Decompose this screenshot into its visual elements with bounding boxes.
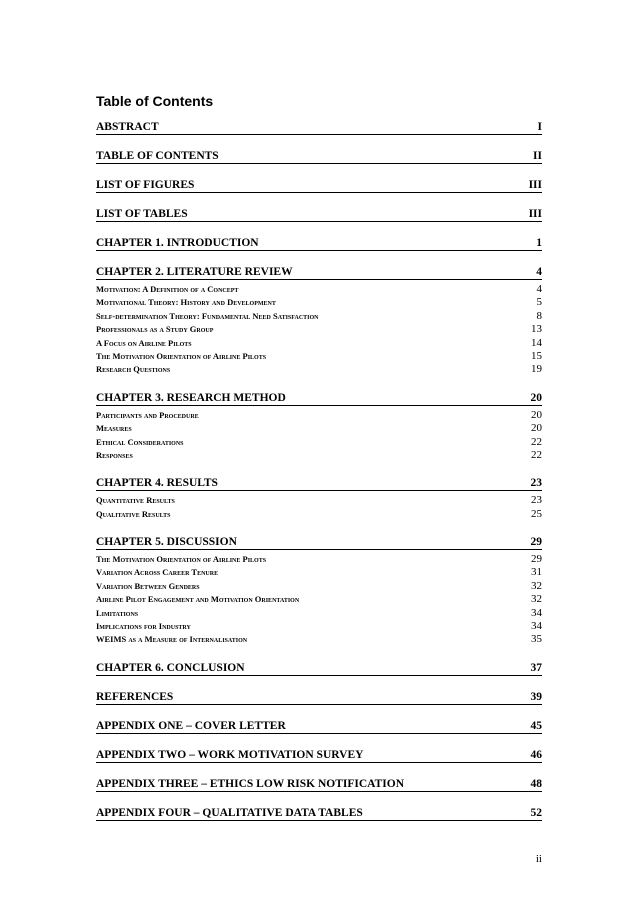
- toc-entry-title: LIST OF TABLES: [96, 208, 188, 220]
- toc-entry-title: ABSTRACT: [96, 121, 159, 133]
- toc-entry[interactable]: [96, 118, 542, 135]
- toc-subentry[interactable]: [96, 296, 542, 309]
- toc-entry[interactable]: [96, 389, 542, 406]
- toc-entry-page: 46: [530, 748, 542, 761]
- toc-entry-title: LIST OF FIGURES: [96, 179, 195, 191]
- toc-entry-page: 23: [530, 477, 542, 490]
- toc-entry[interactable]: [96, 234, 542, 251]
- toc-entry-page: 52: [530, 806, 542, 819]
- toc-entry-title: Qualitative Results: [96, 508, 171, 519]
- toc-subentry[interactable]: [96, 633, 542, 646]
- toc-subentry[interactable]: [96, 409, 542, 422]
- toc-entry[interactable]: [96, 659, 542, 676]
- toc-entry-page: 25: [531, 507, 542, 520]
- toc-entry-title: The Motivation Orientation of Airline Pilots: [96, 554, 267, 565]
- toc-entry-page: 13: [531, 323, 542, 336]
- toc-entry-page: 48: [530, 777, 542, 790]
- toc-subentry[interactable]: [96, 436, 542, 449]
- toc-entry-title: TABLE OF CONTENTS: [96, 150, 219, 162]
- toc-entry-title: A Focus on Airline Pilots: [96, 337, 192, 348]
- toc-entry-page: 45: [530, 719, 542, 732]
- toc-entry-page: 15: [531, 349, 542, 362]
- toc-entry-page: 20: [531, 408, 542, 421]
- toc-entry-title: APPENDIX ONE – COVER LETTER: [96, 719, 286, 732]
- toc-entry-page: I: [537, 121, 542, 133]
- toc-list: [96, 118, 542, 833]
- toc-entry-title: Limitations: [96, 607, 139, 618]
- toc-entry-page: 20: [530, 391, 542, 404]
- toc-subentry[interactable]: [96, 283, 542, 296]
- toc-subentry[interactable]: [96, 494, 542, 507]
- toc-entry-title: CHAPTER 6. CONCLUSION: [96, 661, 245, 674]
- toc-entry[interactable]: [96, 147, 542, 164]
- toc-entry-title: CHAPTER 4. RESULTS: [96, 477, 218, 490]
- toc-entry-page: II: [533, 150, 542, 162]
- toc-entry-page: 34: [531, 606, 542, 619]
- toc-entry-title: Responses: [96, 449, 133, 460]
- toc-entry-page: 29: [531, 553, 542, 566]
- toc-entry-title: Measures: [96, 423, 132, 434]
- toc-entry-page: 4: [536, 266, 542, 278]
- toc-subentry[interactable]: [96, 363, 542, 376]
- toc-subentry[interactable]: [96, 566, 542, 579]
- toc-entry-title: Participants and Procedure: [96, 409, 199, 420]
- toc-entry[interactable]: [96, 775, 542, 792]
- toc-entry-page: 4: [536, 282, 542, 295]
- toc-subentry[interactable]: [96, 553, 542, 566]
- toc-entry-page: 1: [536, 237, 542, 249]
- toc-entry[interactable]: [96, 746, 542, 763]
- toc-entry-title: CHAPTER 3. RESEARCH METHOD: [96, 391, 286, 404]
- toc-entry-page: 22: [531, 435, 542, 448]
- toc-heading: Table of Contents: [96, 93, 214, 109]
- toc-entry-title: APPENDIX TWO – WORK MOTIVATION SURVEY: [96, 748, 364, 761]
- toc-entry-title: Ethical Considerations: [96, 436, 184, 447]
- toc-entry[interactable]: [96, 474, 542, 491]
- toc-subentry[interactable]: [96, 620, 542, 633]
- toc-entry-title: Airline Pilot Engagement and Motivation Orientation: [96, 594, 300, 605]
- toc-entry-title: CHAPTER 1. INTRODUCTION: [96, 237, 259, 249]
- toc-entry-page: 35: [531, 633, 542, 646]
- toc-subentry[interactable]: [96, 607, 542, 620]
- toc-entry-title: WEIMS as a Measure of Internalisation: [96, 634, 248, 645]
- toc-entry-page: 29: [530, 536, 542, 549]
- toc-entry-title: Quantitative Results: [96, 495, 175, 506]
- toc-entry-title: Variation Across Career Tenure: [96, 567, 219, 578]
- toc-entry-page: 39: [530, 690, 542, 703]
- toc-entry-page: 23: [531, 494, 542, 507]
- toc-entry-page: 37: [530, 661, 542, 674]
- toc-subentry[interactable]: [96, 580, 542, 593]
- toc-entry-title: CHAPTER 2. LITERATURE REVIEW: [96, 266, 293, 278]
- toc-entry[interactable]: [96, 533, 542, 550]
- toc-entry-title: The Motivation Orientation of Airline Pilots: [96, 350, 267, 361]
- toc-entry-page: 32: [531, 593, 542, 606]
- toc-entry[interactable]: [96, 717, 542, 734]
- toc-entry-title: Research Questions: [96, 364, 171, 375]
- page-number: ii: [535, 853, 542, 865]
- toc-entry-page: 8: [536, 309, 542, 322]
- toc-entry[interactable]: [96, 688, 542, 705]
- toc-entry-page: 5: [536, 296, 542, 309]
- toc-entry-page: 19: [531, 363, 542, 376]
- toc-entry-title: REFERENCES: [96, 690, 174, 703]
- toc-subentry[interactable]: [96, 508, 542, 521]
- toc-entry[interactable]: [96, 804, 542, 821]
- toc-subentry[interactable]: [96, 422, 542, 435]
- toc-entry[interactable]: [96, 205, 542, 222]
- toc-entry[interactable]: [96, 263, 542, 280]
- toc-entry-title: Implications for Industry: [96, 621, 191, 632]
- toc-entry-page: 14: [531, 336, 542, 349]
- toc-subentry[interactable]: [96, 449, 542, 462]
- toc-entry-title: Variation Between Genders: [96, 580, 200, 591]
- toc-entry-title: Self-determination Theory: Fundamental Need Satisfaction: [96, 310, 319, 321]
- toc-entry-page: III: [528, 179, 542, 191]
- toc-entry-page: 32: [531, 579, 542, 592]
- toc-entry-page: 20: [531, 422, 542, 435]
- toc-entry-page: III: [528, 208, 542, 220]
- toc-subentry[interactable]: [96, 350, 542, 363]
- toc-subentry[interactable]: [96, 310, 542, 323]
- toc-entry-page: 31: [531, 566, 542, 579]
- toc-entry[interactable]: [96, 176, 542, 193]
- toc-subentry[interactable]: [96, 337, 542, 350]
- toc-entry-title: Motivational Theory: History and Development: [96, 297, 276, 308]
- toc-entry-title: CHAPTER 5. DISCUSSION: [96, 536, 237, 549]
- toc-entry-title: Motivation: A Definition of a Concept: [96, 283, 239, 294]
- toc-entry-title: APPENDIX THREE – ETHICS LOW RISK NOTIFICATION: [96, 777, 405, 790]
- toc-entry-title: APPENDIX FOUR – QUALITATIVE DATA TABLES: [96, 806, 363, 819]
- toc-entry-title: Professionals as a Study Group: [96, 324, 214, 335]
- toc-entry-page: 34: [531, 620, 542, 633]
- toc-subentry[interactable]: [96, 593, 542, 606]
- toc-entry-page: 22: [531, 448, 542, 461]
- toc-subentry[interactable]: [96, 323, 542, 336]
